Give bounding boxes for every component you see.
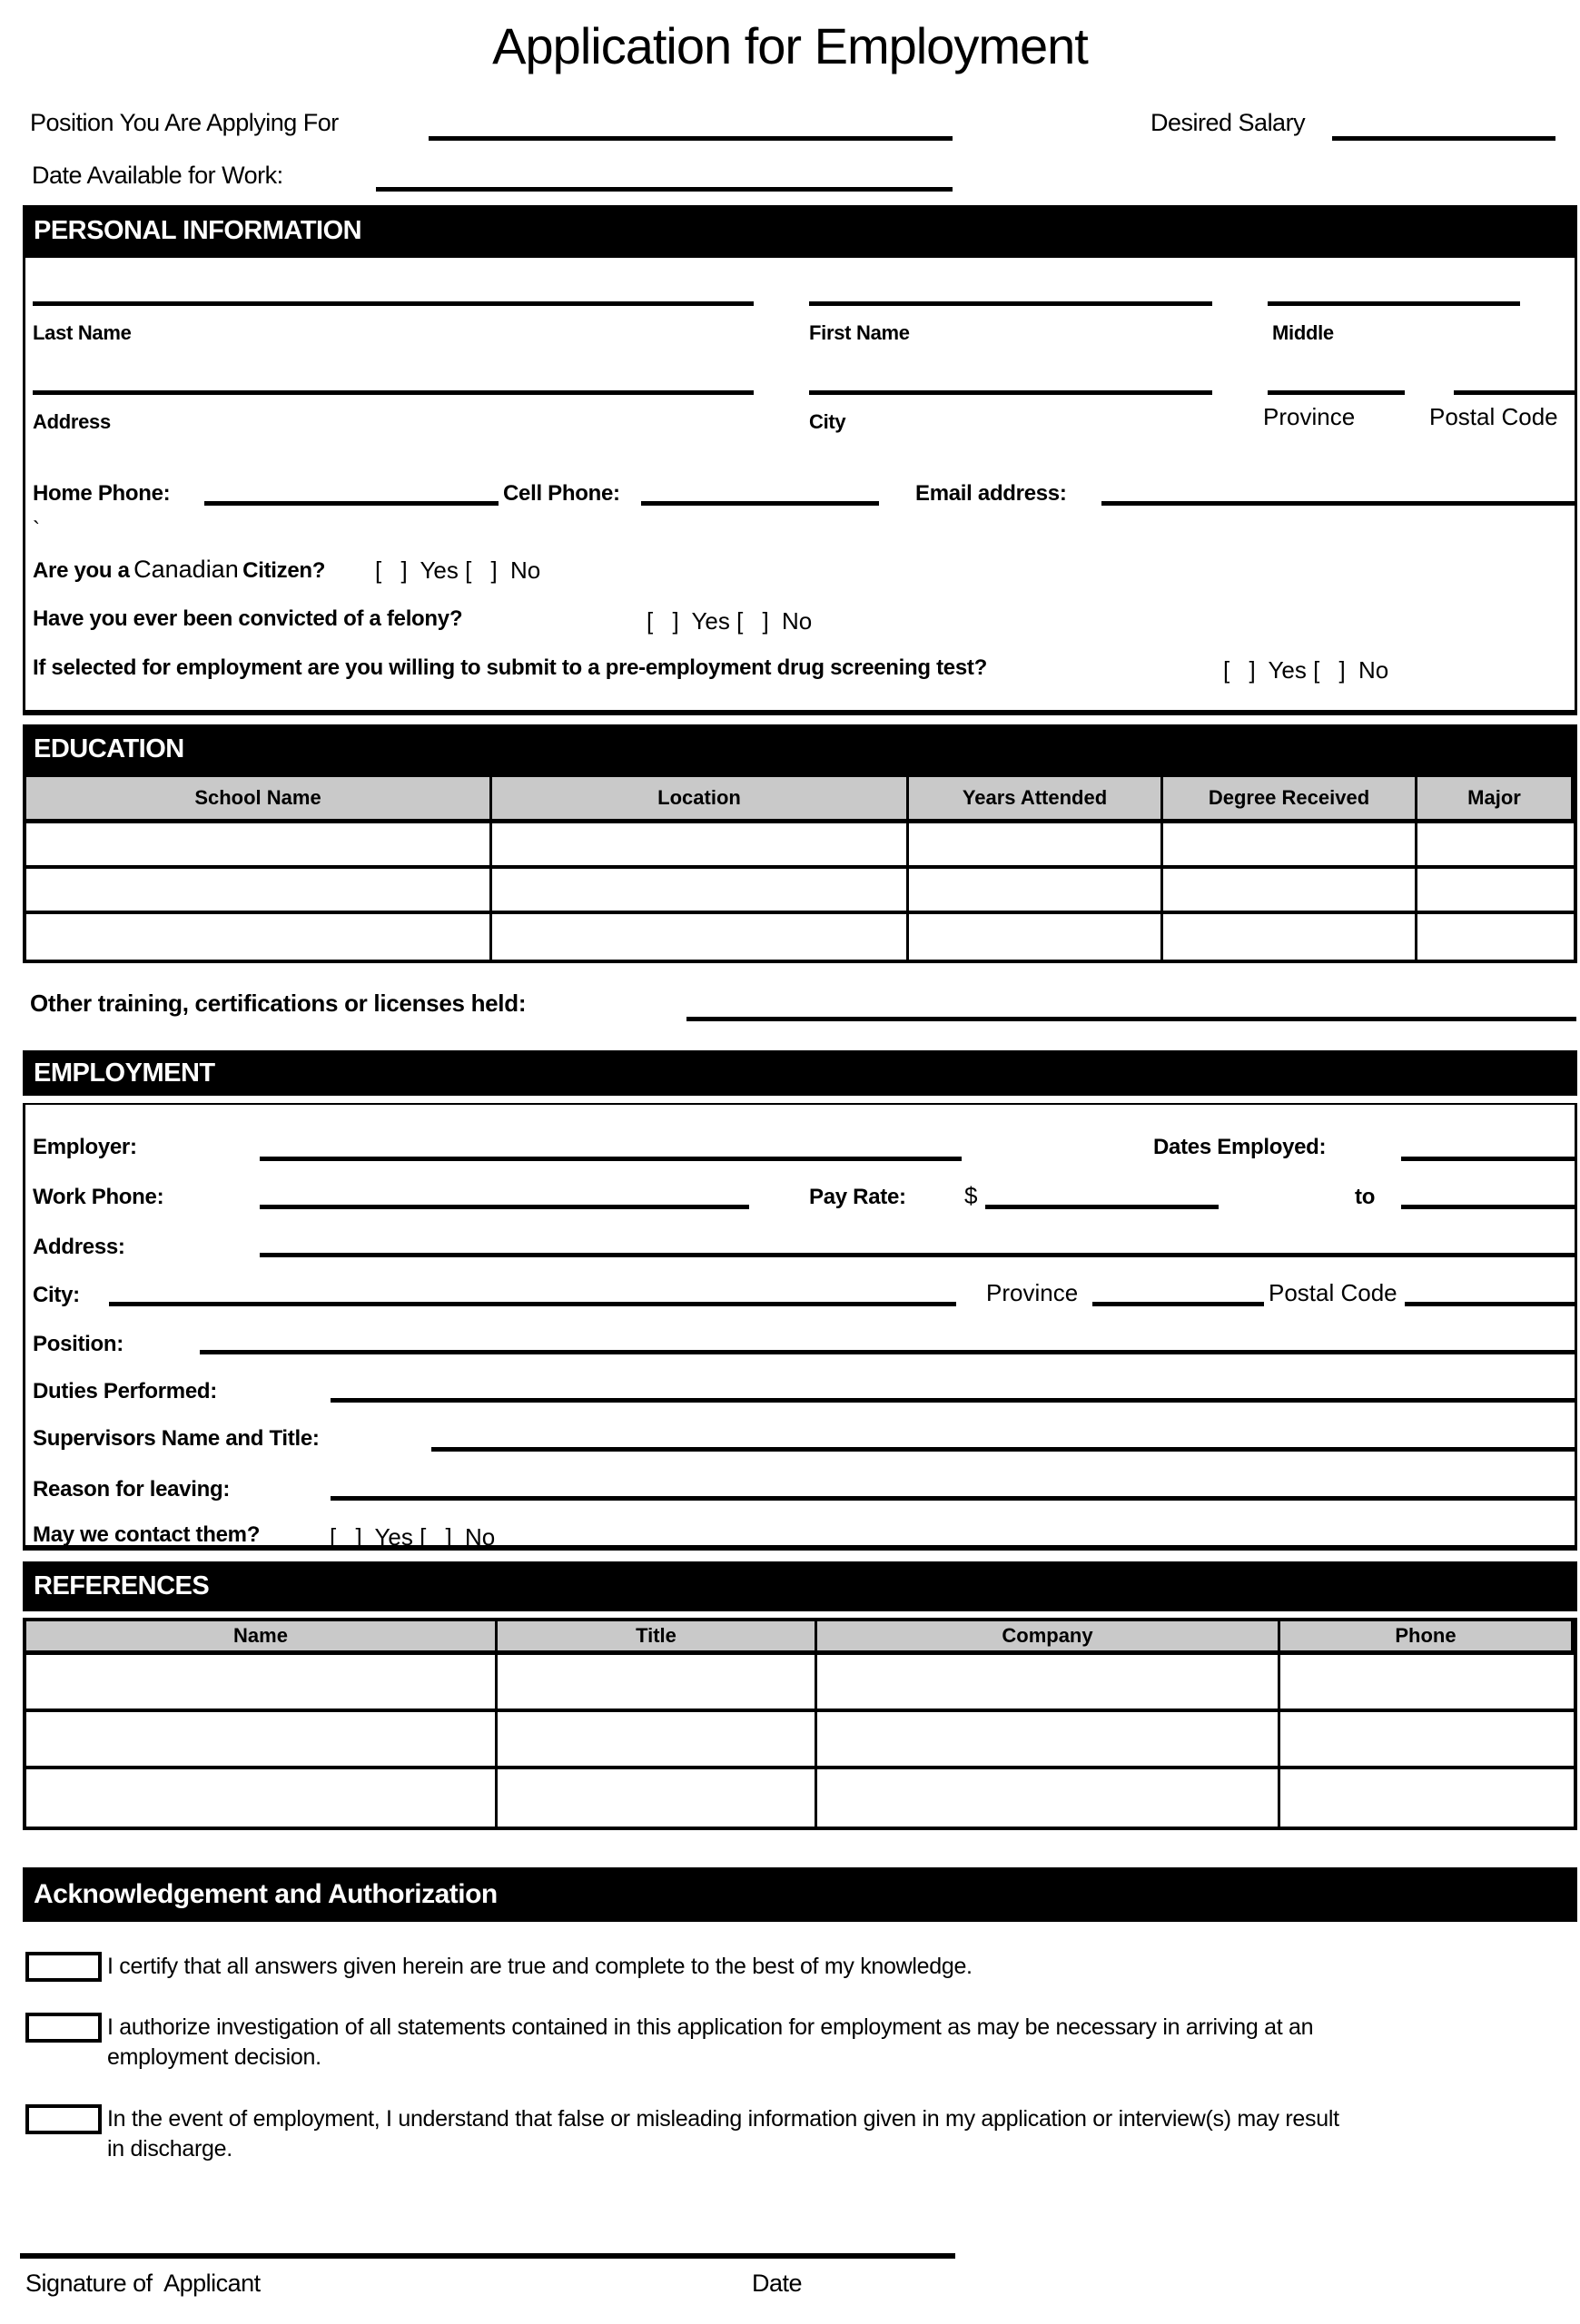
- cell-phone-line[interactable]: [641, 501, 879, 506]
- education-cell[interactable]: [1417, 914, 1574, 960]
- position-held-label: Position:: [33, 1332, 123, 1356]
- education-cell[interactable]: [26, 823, 492, 869]
- references-col-phone: Phone: [1280, 1621, 1574, 1655]
- date-available-row: [0, 162, 1580, 198]
- work-phone-label: Work Phone:: [33, 1185, 164, 1209]
- pay-rate-dollar-sign: $: [964, 1182, 978, 1209]
- personal-information-header: [23, 205, 1577, 256]
- references-header: [23, 1561, 1577, 1611]
- references-cell[interactable]: [1280, 1769, 1574, 1827]
- signature-area: [0, 2253, 1580, 2308]
- first-name-label: First Name: [809, 321, 910, 344]
- authorize-text: I authorize investigation of all statements contained in this application for employment as may be necessary in arriving at an employment decision.: [107, 2014, 1314, 2070]
- drug-test-question-label: If selected for employment are you willing to submit to a pre-employment drug screening test?: [33, 655, 987, 680]
- personal-information-box: [23, 256, 1577, 715]
- address-line[interactable]: [33, 390, 754, 395]
- employer-province-line[interactable]: [1092, 1302, 1264, 1306]
- employer-city-label: City:: [33, 1283, 80, 1307]
- signature-line[interactable]: [20, 2253, 955, 2259]
- education-table: [23, 773, 1577, 963]
- acknowledgement-item-authorize: [23, 2013, 1577, 2085]
- dates-employed-from-line[interactable]: [1401, 1157, 1575, 1161]
- references-cell[interactable]: [26, 1769, 498, 1827]
- education-col-major: Major: [1417, 777, 1574, 823]
- references-cell[interactable]: [1280, 1712, 1574, 1769]
- employer-label: Employer:: [33, 1135, 137, 1159]
- education-cell[interactable]: [1417, 869, 1574, 914]
- education-col-years: Years Attended: [909, 777, 1163, 823]
- supervisor-name-title-line[interactable]: [431, 1447, 1575, 1452]
- contact-employer-yes-label: Yes: [374, 1523, 413, 1551]
- education-cell[interactable]: [1417, 823, 1574, 869]
- other-training-row: [0, 990, 1580, 1028]
- felony-question-label: Have you ever been convicted of a felony?: [33, 606, 463, 631]
- acknowledgement-header: [23, 1867, 1577, 1922]
- last-name-label: Last Name: [33, 321, 132, 344]
- education-cell[interactable]: [492, 914, 909, 960]
- drug-test-yes-label: Yes: [1268, 656, 1307, 684]
- contact-employer-label: May we contact them?: [33, 1522, 261, 1547]
- desired-salary-line[interactable]: [1332, 136, 1555, 141]
- employment-box: [23, 1103, 1577, 1551]
- city-label: City: [809, 410, 846, 433]
- education-cell[interactable]: [26, 914, 492, 960]
- acknowledgement-header-label: Acknowledgement and Authorization: [34, 1879, 498, 1909]
- signature-of-applicant-label: Signature of Applicant: [25, 2270, 261, 2297]
- education-col-location: Location: [492, 777, 909, 823]
- personal-information-header-label: PERSONAL INFORMATION: [34, 215, 362, 245]
- other-training-line[interactable]: [686, 1017, 1576, 1021]
- education-cell[interactable]: [492, 823, 909, 869]
- citizen-yes-checkbox[interactable]: [ ]: [375, 556, 414, 584]
- work-phone-line[interactable]: [260, 1205, 749, 1209]
- province-label: Province: [1263, 403, 1356, 430]
- references-cell[interactable]: [26, 1712, 498, 1769]
- felony-no-label: No: [782, 607, 813, 635]
- education-cell[interactable]: [909, 914, 1163, 960]
- education-cell[interactable]: [26, 869, 492, 914]
- drug-test-no-checkbox[interactable]: [ ]: [1313, 656, 1352, 684]
- drug-test-yes-checkbox[interactable]: [ ]: [1223, 656, 1262, 684]
- discharge-checkbox[interactable]: [25, 2104, 102, 2134]
- acknowledgement-item-discharge: [23, 2104, 1577, 2177]
- employer-postal-code-line[interactable]: [1405, 1302, 1575, 1306]
- position-held-line[interactable]: [200, 1350, 1575, 1354]
- references-cell[interactable]: [1280, 1655, 1574, 1712]
- citizen-question-suffix: Citizen?: [242, 558, 326, 583]
- discharge-text: In the event of employment, I understand that false or misleading information given in my application or interview(s) may result in discharge.: [107, 2106, 1339, 2162]
- education-cell[interactable]: [1163, 823, 1417, 869]
- pay-rate-line[interactable]: [985, 1205, 1219, 1209]
- date-available-line[interactable]: [376, 187, 953, 192]
- contact-employer-row: [33, 1522, 1567, 1551]
- middle-name-line[interactable]: [1268, 301, 1520, 306]
- education-cell[interactable]: [1163, 869, 1417, 914]
- position-applying-label: Position You Are Applying For: [30, 109, 339, 136]
- references-col-company: Company: [817, 1621, 1280, 1655]
- references-cell[interactable]: [26, 1655, 498, 1712]
- employer-line[interactable]: [260, 1157, 962, 1161]
- felony-no-checkbox[interactable]: [ ]: [736, 607, 775, 635]
- references-table: [23, 1618, 1577, 1830]
- education-col-school: School Name: [26, 777, 492, 823]
- citizen-no-checkbox[interactable]: [ ]: [465, 556, 504, 584]
- references-header-label: REFERENCES: [34, 1571, 210, 1600]
- citizen-yes-label: Yes: [420, 556, 459, 584]
- employer-address-line[interactable]: [260, 1253, 1575, 1257]
- education-cell[interactable]: [909, 869, 1163, 914]
- home-phone-line[interactable]: [204, 501, 499, 506]
- employer-address-label: Address:: [33, 1235, 125, 1259]
- certify-checkbox[interactable]: [25, 1952, 102, 1982]
- middle-name-label: Middle: [1272, 321, 1334, 344]
- cell-phone-label: Cell Phone:: [503, 481, 620, 506]
- position-applying-line[interactable]: [429, 136, 953, 141]
- drug-test-question-row: [33, 655, 1567, 684]
- supervisor-name-title-label: Supervisors Name and Title:: [33, 1426, 320, 1451]
- dates-employed-to-line[interactable]: [1401, 1205, 1575, 1209]
- contact-employer-no-label: No: [465, 1523, 496, 1551]
- education-cell[interactable]: [492, 869, 909, 914]
- education-header: [23, 724, 1577, 773]
- city-line[interactable]: [809, 390, 1212, 395]
- employer-province-label: Province: [986, 1279, 1079, 1306]
- employment-header-label: EMPLOYMENT: [34, 1058, 215, 1088]
- references-cell[interactable]: [498, 1712, 817, 1769]
- acknowledgement-item-certify: [23, 1952, 1577, 2006]
- top-fields-row: [0, 109, 1580, 145]
- felony-yes-label: Yes: [691, 607, 730, 635]
- first-name-line[interactable]: [809, 301, 1212, 306]
- citizen-no-label: No: [510, 556, 541, 584]
- authorize-checkbox[interactable]: [25, 2013, 102, 2043]
- references-cell[interactable]: [498, 1655, 817, 1712]
- email-address-line[interactable]: [1101, 501, 1575, 506]
- stray-backtick-mark: `: [33, 517, 40, 542]
- references-cell[interactable]: [817, 1769, 1280, 1827]
- duties-performed-line[interactable]: [331, 1398, 1575, 1403]
- province-line[interactable]: [1268, 390, 1405, 395]
- employer-city-line[interactable]: [109, 1302, 956, 1306]
- signature-date-label: Date: [752, 2270, 803, 2297]
- contact-employer-no-checkbox[interactable]: [ ]: [420, 1523, 459, 1551]
- date-available-label: Date Available for Work:: [32, 162, 283, 189]
- felony-yes-checkbox[interactable]: [ ]: [647, 607, 686, 635]
- home-phone-label: Home Phone:: [33, 481, 171, 506]
- page-title: Application for Employment: [492, 17, 1088, 74]
- address-label: Address: [33, 410, 111, 433]
- desired-salary-label: Desired Salary: [1150, 109, 1306, 136]
- citizen-question-country: Canadian: [133, 556, 239, 583]
- duties-performed-label: Duties Performed:: [33, 1379, 217, 1403]
- citizen-question-row: [33, 556, 1567, 585]
- postal-code-label: Postal Code: [1429, 403, 1558, 430]
- education-header-label: EDUCATION: [34, 734, 184, 763]
- education-col-degree: Degree Received: [1163, 777, 1417, 823]
- references-col-name: Name: [26, 1621, 498, 1655]
- employment-header: [23, 1050, 1577, 1096]
- education-cell[interactable]: [909, 823, 1163, 869]
- references-col-title: Title: [498, 1621, 817, 1655]
- citizen-question-prefix: Are you a: [33, 558, 130, 583]
- references-cell[interactable]: [817, 1655, 1280, 1712]
- employer-postal-code-label: Postal Code: [1269, 1279, 1397, 1306]
- reason-for-leaving-label: Reason for leaving:: [33, 1477, 231, 1502]
- education-cell[interactable]: [1163, 914, 1417, 960]
- contact-employer-yes-checkbox[interactable]: [ ]: [330, 1523, 369, 1551]
- drug-test-no-label: No: [1358, 656, 1389, 684]
- postal-code-line[interactable]: [1454, 390, 1575, 395]
- dates-employed-to-label: to: [1355, 1185, 1376, 1209]
- email-address-label: Email address:: [915, 481, 1067, 506]
- pay-rate-label: Pay Rate:: [809, 1185, 906, 1209]
- other-training-label: Other training, certifications or licenses held:: [30, 990, 527, 1017]
- references-cell[interactable]: [817, 1712, 1280, 1769]
- last-name-line[interactable]: [33, 301, 754, 306]
- references-cell[interactable]: [498, 1769, 817, 1827]
- certify-text: I certify that all answers given herein are true and complete to the best of my knowledge.: [107, 1954, 973, 1979]
- felony-question-row: [33, 606, 1567, 635]
- dates-employed-label: Dates Employed:: [1153, 1135, 1327, 1159]
- reason-for-leaving-line[interactable]: [331, 1496, 1575, 1501]
